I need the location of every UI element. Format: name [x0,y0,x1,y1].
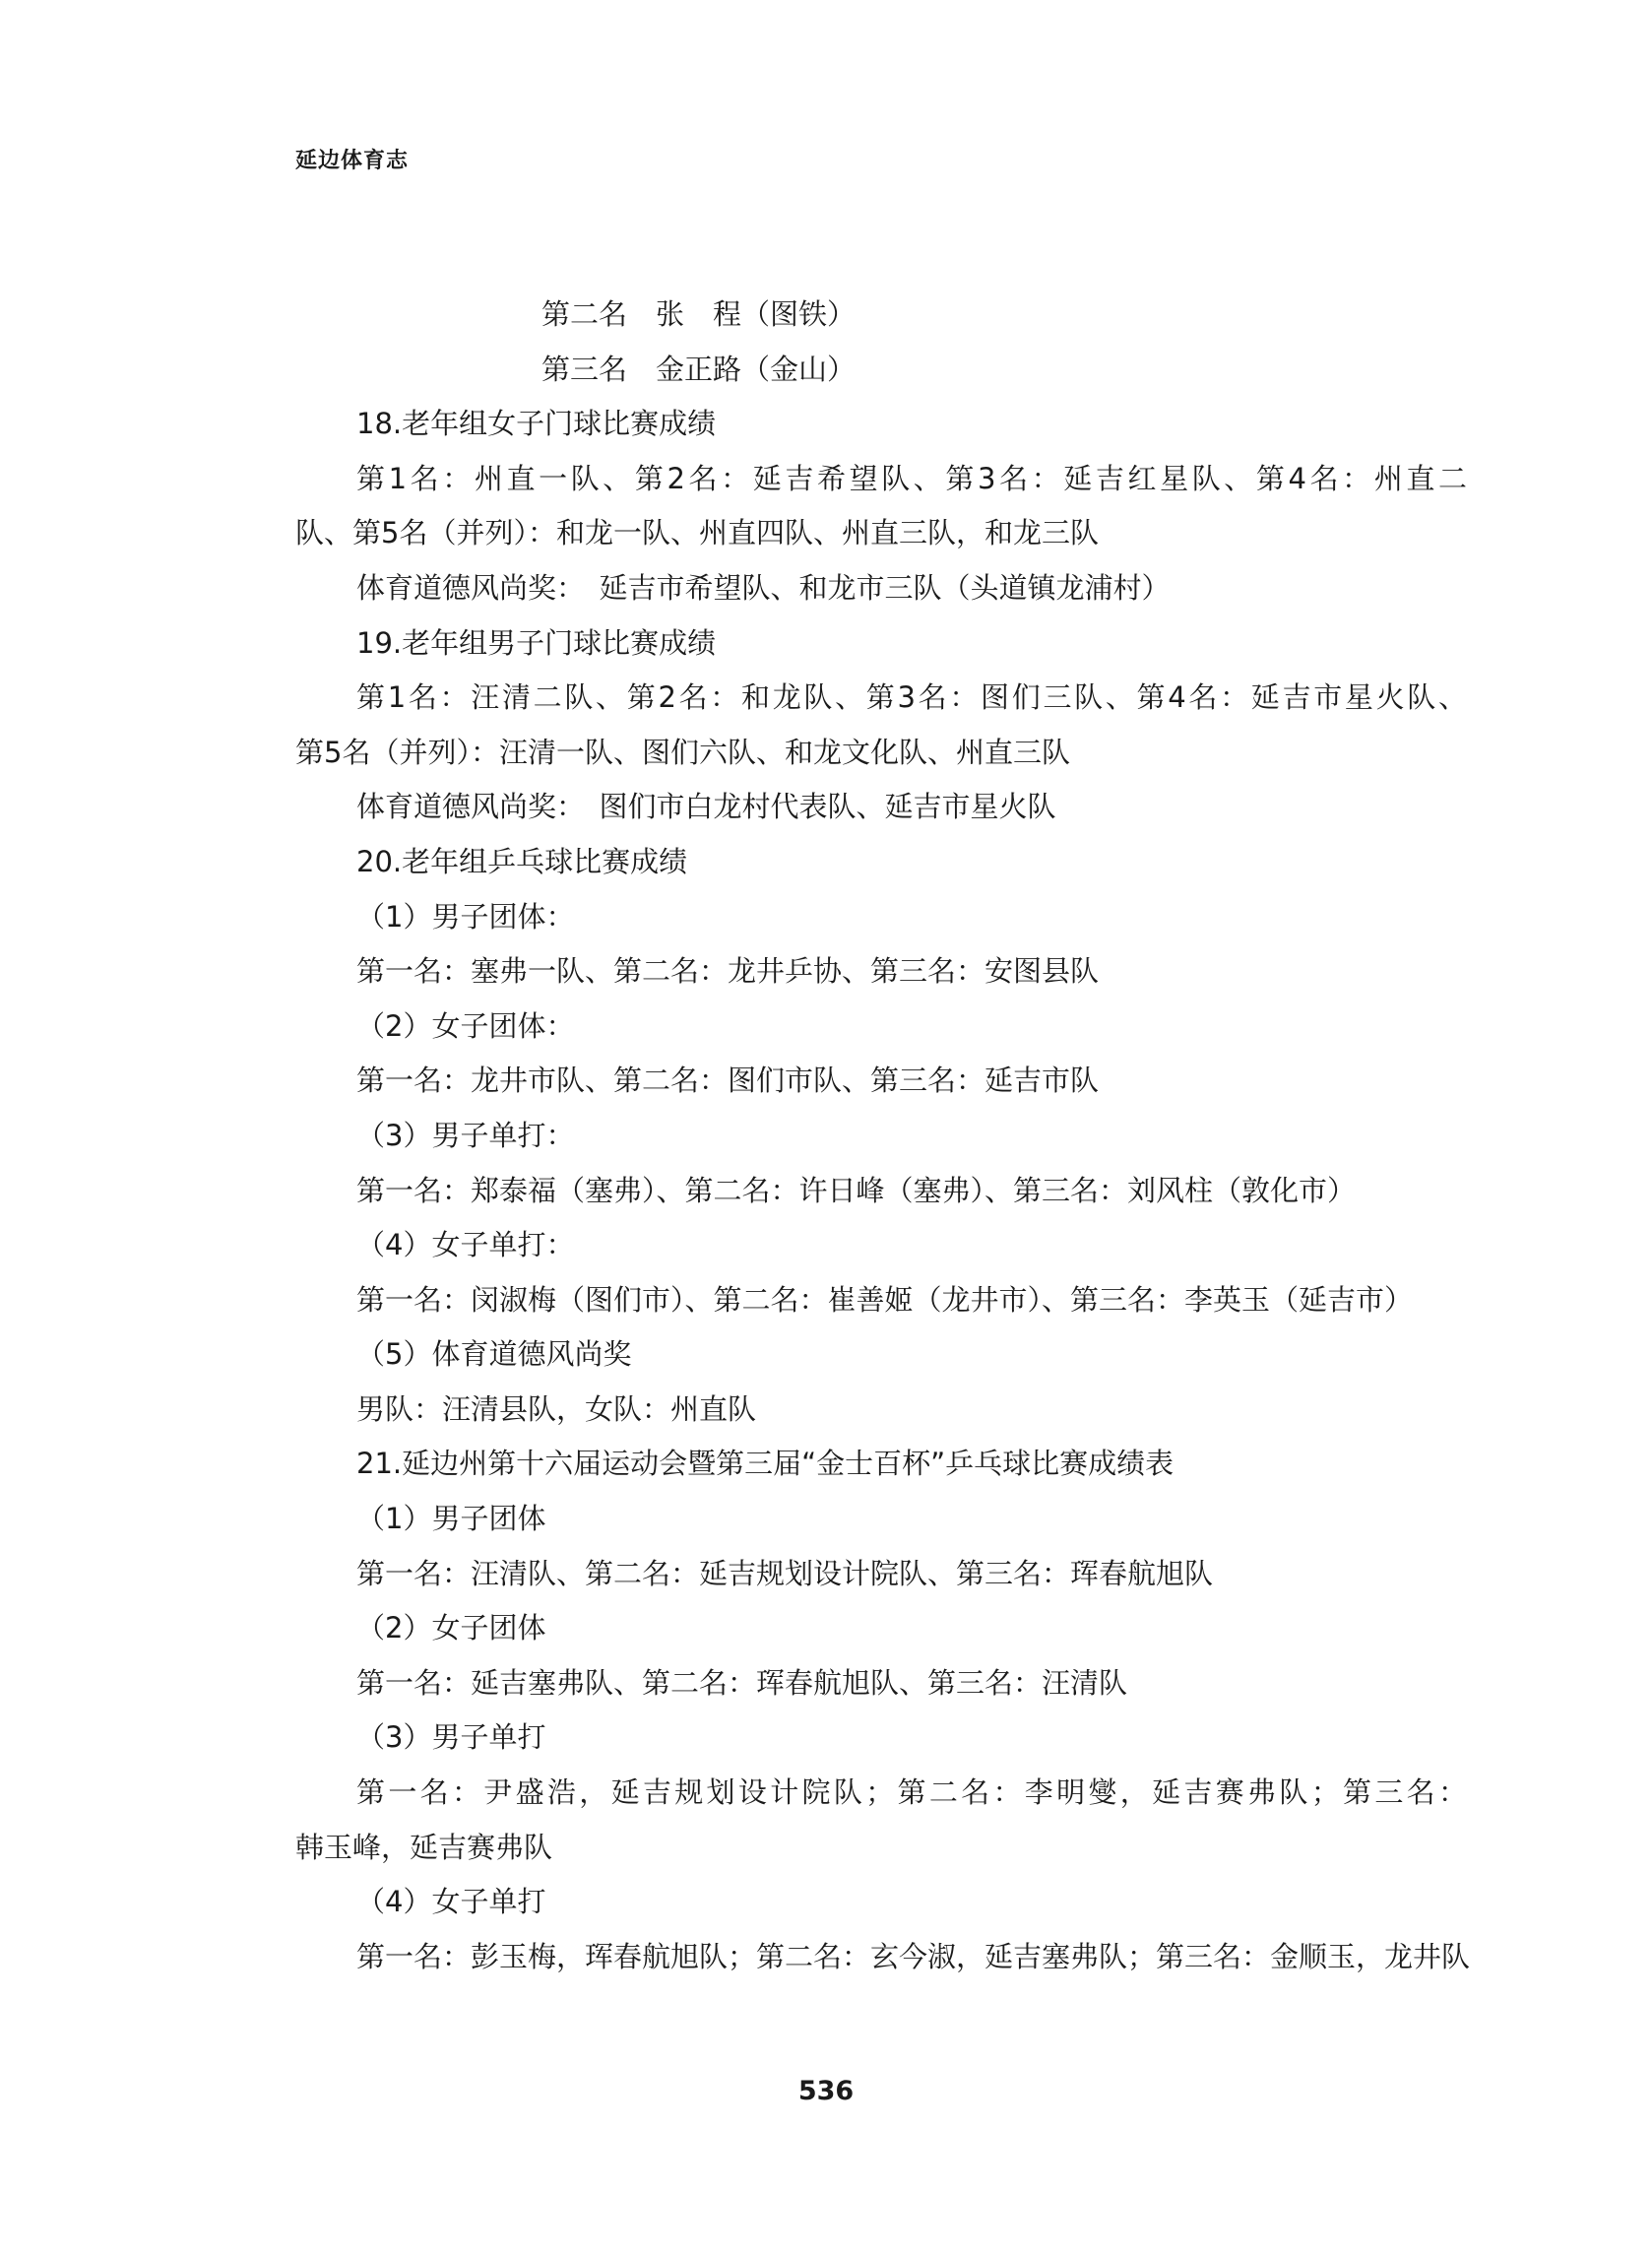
text-line: 18.老年组女子门球比赛成绩 [356,407,717,441]
text-line: 第5名（并列）：汪清一队、图们六队、和龙文化队、州直三队 [295,735,1070,769]
running-header: 延边体育志 [295,149,410,173]
text-line: 第一名：尹盛浩，延吉规划设计院队；第二名：李明燮，延吉赛弗队；第三名： [356,1775,1467,1810]
text-line: 第一名：龙井市队、第二名：图们市队、第三名：延吉市队 [356,1064,1100,1098]
text-line: 第二名 张 程（图铁） [541,297,857,331]
text-line: （1）男子团体 [356,1502,546,1536]
text-line: 韩玉峰，延吉赛弗队 [295,1830,553,1864]
text-line: 第一名：延吉塞弗队、第二名：珲春航旭队、第三名：汪清队 [356,1665,1128,1700]
page-number: 536 [797,2076,855,2106]
text-line: 第一名：塞弗一队、第二名：龙井乒协、第三名：安图县队 [356,954,1100,989]
text-line: （1）男子团体： [356,899,575,934]
text-line: 第一名：彭玉梅，珲春航旭队；第二名：玄今淑，延吉塞弗队；第三名：金顺玉，龙井队 [356,1939,1471,1973]
body-text [295,288,1471,1984]
text-line: 第一名：汪清队、第二名：延吉规划设计院队、第三名：珲春航旭队 [356,1556,1214,1590]
text-line: 队、第5名（并列）：和龙一队、州直四队、州直三队，和龙三队 [295,516,1099,550]
text-line: （2）女子团体： [356,1008,575,1043]
text-line: （4）女子单打 [356,1885,546,1919]
text-line: 21.延边州第十六届运动会暨第三届“金士百杯”乒乓球比赛成绩表 [356,1447,1175,1481]
text-line: 第1名：州直一队、第2名：延吉希望队、第3名：延吉红星队、第4名：州直二 [356,461,1467,495]
text-line: 第1名：汪清二队、第2名：和龙队、第3名：图们三队、第4名：延吉市星火队、 [356,680,1467,715]
text-line: （3）男子单打： [356,1118,575,1152]
text-line: 男队：汪清县队，女队：州直队 [356,1391,757,1426]
text-line: 19.老年组男子门球比赛成绩 [356,625,717,660]
text-line: 第一名：闵淑梅（图们市）、第二名：崔善姬（龙井市）、第三名：李英玉（延吉市） [356,1282,1414,1317]
text-line: 体育道德风尚奖： 延吉市希望队、和龙市三队（头道镇龙浦村） [356,570,1171,605]
text-line: 第三名 金正路（金山） [541,352,857,386]
text-line: （2）女子团体 [356,1611,546,1645]
text-line: （4）女子单打： [356,1228,575,1262]
text-line: 体育道德风尚奖： 图们市白龙村代表队、延吉市星火队 [356,790,1056,824]
text-line: （3）男子单打 [356,1720,546,1755]
text-line: 第一名：郑泰福（塞弗）、第二名：许日峰（塞弗）、第三名：刘风柱（敦化市） [356,1173,1357,1207]
text-line: 20.老年组乒乓球比赛成绩 [356,844,688,878]
text-line: （5）体育道德风尚奖 [356,1337,632,1372]
